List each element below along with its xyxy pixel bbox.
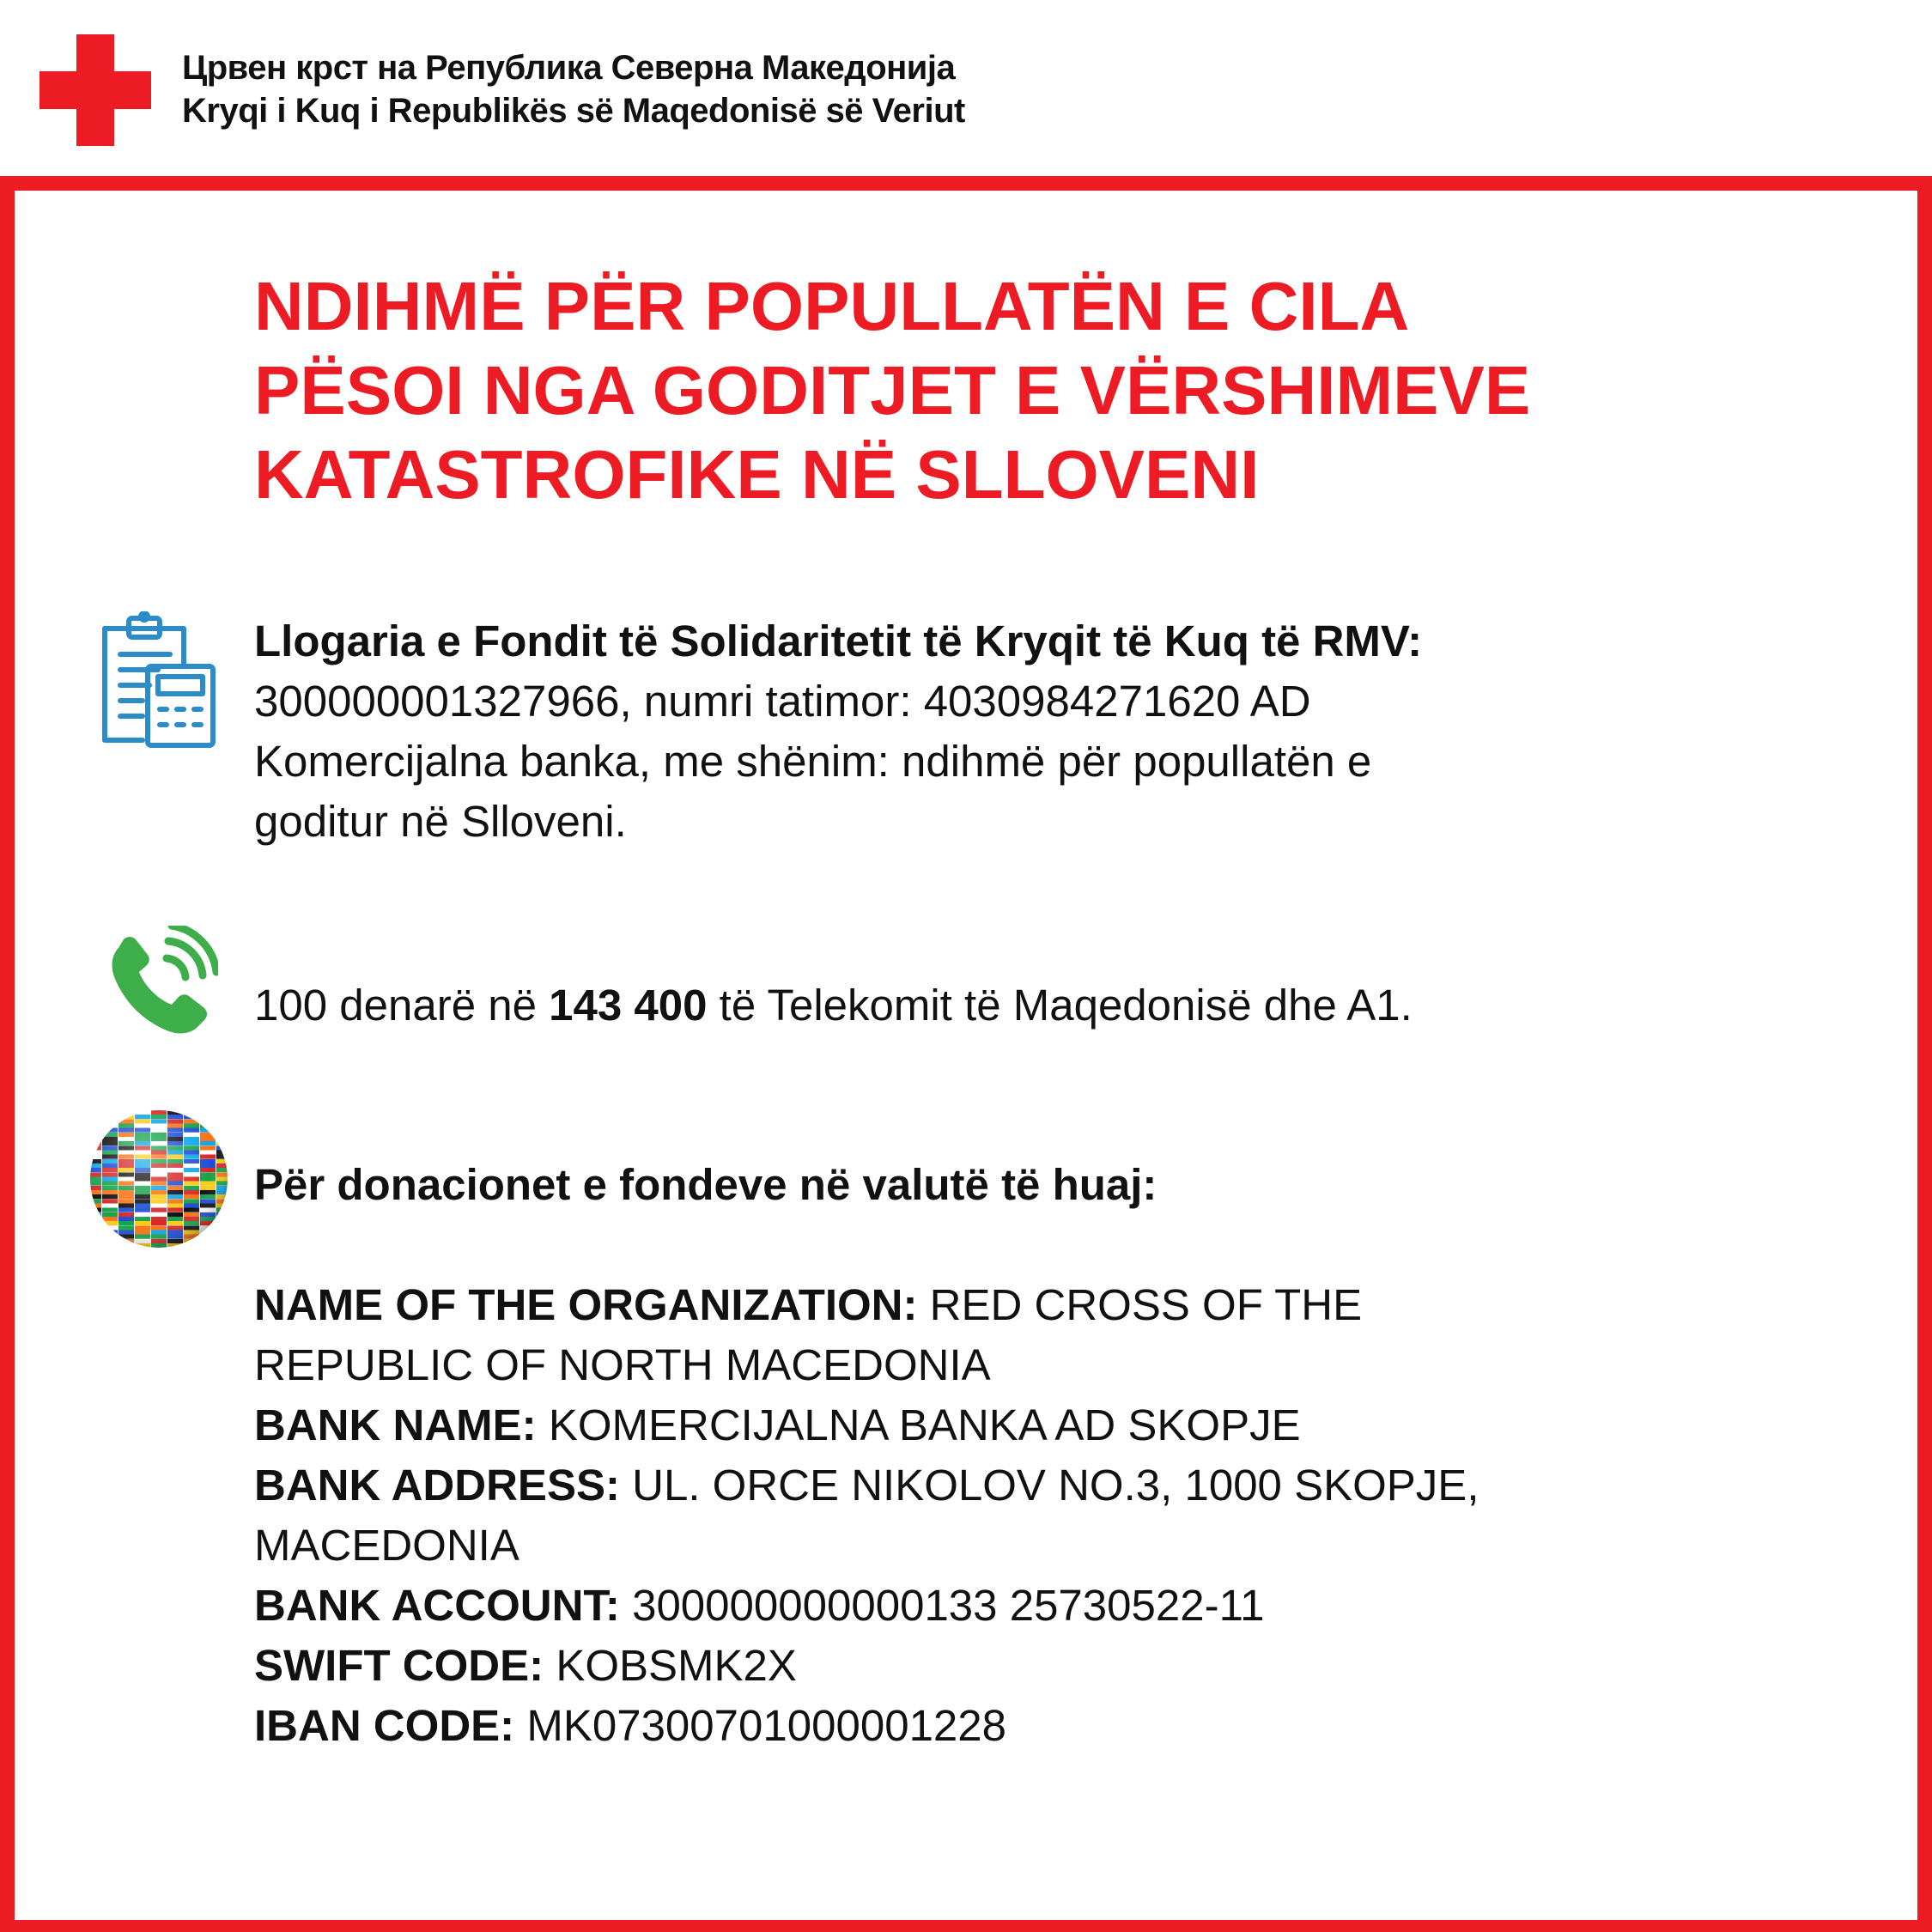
organization-name [182, 46, 965, 132]
foreign-title: Për donacionet e fondeve në valutë të huaj: [254, 1160, 1157, 1209]
title-line-1: NDIHMË PËR POPULLATËN E CILA [254, 268, 1410, 344]
foreign-currency-donations [254, 1155, 1479, 1756]
sms-prefix: 100 denarë në [254, 981, 550, 1030]
account-line-3: goditur në Slloveni. [254, 797, 627, 846]
sms-number: 143 400 [549, 981, 708, 1030]
iban-value: MK07300701000001228 [526, 1701, 1007, 1750]
bank-account-label: BANK ACCOUNT: [254, 1581, 620, 1630]
bank-name-value: KOMERCIJALNA BANKA AD SKOPJE [548, 1400, 1301, 1449]
bank-address-label: BANK ADDRESS: [254, 1461, 620, 1510]
org-name-macedonian: Црвен крст на Република Северна Македонија [182, 49, 956, 87]
account-title: Llogaria e Fondit të Solidaritetit të Kryqit të Kuq të RMV: [254, 617, 1423, 665]
bank-name-label: BANK NAME: [254, 1400, 537, 1449]
page-title [254, 264, 1530, 517]
org-name-albanian: Kryqi i Kuq i Republikës së Maqedonisë së Veriut [182, 92, 965, 130]
iban-label: IBAN CODE: [254, 1701, 515, 1750]
sms-suffix: të Telekomit të Maqedonisë dhe A1. [707, 981, 1413, 1030]
org-value-1: RED CROSS OF THE [929, 1280, 1363, 1329]
title-line-3: KATASTROFIKE NË SLLOVENI [254, 436, 1260, 513]
title-line-2: PËSOI NGA GODITJET E VËRSHIMEVE [254, 352, 1531, 428]
account-line-2: Komercijalna banka, me shënim: ndihmë për popullatën e [254, 737, 1372, 786]
org-label: NAME OF THE ORGANIZATION: [254, 1280, 918, 1329]
solidarity-fund-account [254, 611, 1422, 852]
account-line-1: 300000001327966, numri tatimor: 4030984271620 AD [254, 677, 1311, 726]
clipboard-calculator-icon [98, 611, 218, 749]
header [0, 0, 1932, 176]
flags-globe-icon [88, 1108, 230, 1250]
phone-icon [103, 926, 218, 1041]
sms-donation-line [254, 975, 1413, 1036]
swift-value: KOBSMK2X [556, 1641, 797, 1690]
swift-label: SWIFT CODE: [254, 1641, 544, 1690]
bank-account-value: 300000000000133 25730522-11 [632, 1581, 1265, 1630]
bank-address-value-2: MACEDONIA [254, 1521, 519, 1570]
org-value-2: REPUBLIC OF NORTH MACEDONIA [254, 1340, 991, 1389]
red-cross-logo-icon [39, 34, 151, 146]
bank-address-value-1: UL. ORCE NIKOLOV NO.3, 1000 SKOPJE, [632, 1461, 1479, 1510]
